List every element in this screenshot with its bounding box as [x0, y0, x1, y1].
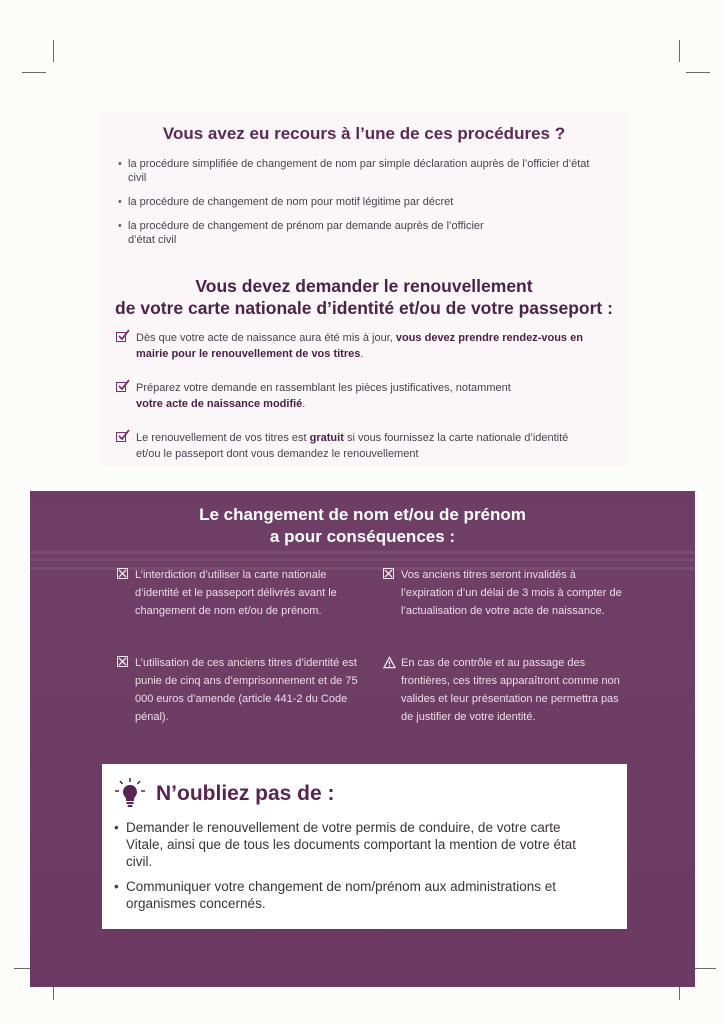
check-text: Le renouvellement de vos titres est	[136, 432, 310, 444]
consequences-title	[30, 504, 695, 548]
check-item	[116, 430, 586, 462]
checkbox-checked-icon	[116, 382, 126, 392]
crop-mark	[22, 72, 46, 73]
renewal-title	[100, 275, 628, 319]
check-item	[116, 380, 516, 412]
checkbox-checked-icon	[116, 432, 126, 442]
consequence-text: En cas de contrôle et au passage des frontières, ces titres apparaîtront comme non valides et leur présentation ne permettra pas de justifier de votre identité.	[401, 657, 620, 723]
consequence-item	[117, 566, 357, 620]
reminder-list	[114, 819, 619, 920]
check-bold-text: votre acte de naissance modifié	[136, 398, 303, 410]
consequence-item	[117, 654, 367, 726]
list-item: • la procédure de changement de prénom par demande auprès de l’officier d’état civil	[118, 219, 488, 247]
consequence-text: L’interdiction d’utiliser la carte nationale d’identité et le passeport délivrés avant le changement de nom et/ou de prénom.	[135, 569, 337, 617]
list-item: • Demander le renouvellement de votre permis de conduire, de votre carte Vitale, ainsi que de tous les documents comportant la mention de votre état civil.	[114, 819, 596, 870]
procedures-list	[118, 157, 598, 257]
list-item: • la procédure de changement de nom pour motif légitime par décret	[118, 195, 598, 209]
consequences-title-line1: Le changement de nom et/ou de prénom	[199, 505, 526, 524]
check-text: Dès que votre acte de naissance aura été mis à jour,	[136, 332, 396, 344]
check-item	[116, 330, 586, 362]
renewal-title-line1: Vous devez demander le renouvellement	[195, 276, 533, 296]
check-text: Préparez votre demande en rassemblant les pièces justificatives, notamment	[136, 382, 511, 394]
list-item: • Communiquer votre changement de nom/prénom aux administrations et organismes concernés.	[114, 878, 619, 912]
x-box-icon	[117, 656, 128, 667]
consequence-item	[383, 654, 623, 726]
consequence-text: Vos anciens titres seront invalidés à l’expiration d’un délai de 3 mois à compter de l’actualisation de votre acte de naissance.	[401, 569, 622, 617]
check-text: si vous fournissez la carte nationale d’identité et/ou le passeport dont vous demandez le renouvellement	[136, 432, 569, 460]
checkbox-checked-icon	[116, 332, 126, 342]
crop-mark	[53, 40, 54, 62]
consequences-title-line2: a pour conséquences :	[269, 527, 456, 546]
check-text: .	[302, 398, 306, 410]
renewal-title-line2: de votre carte nationale d’identité et/ou de votre passeport :	[115, 298, 613, 318]
crop-mark	[679, 40, 680, 62]
consequence-text: L’utilisation de ces anciens titres d’identité est punie de cinq ans d’emprisonnement et de 75 000 euros d’amende (article 441-2 du Code pénal).	[135, 657, 358, 723]
reminder-title: N’oubliez pas de :	[156, 782, 335, 805]
check-bold-text: gratuit	[309, 432, 344, 444]
procedures-title: Vous avez eu recours à l’une de ces procédures ?	[162, 124, 566, 143]
check-bold-text: vous devez prendre rendez-vous en mairie pour le renouvellement de vos titres	[136, 332, 583, 360]
x-box-icon	[383, 568, 394, 579]
decorative-stripe	[30, 551, 695, 554]
check-text: .	[360, 348, 364, 360]
warning-triangle-icon	[383, 656, 396, 669]
lightbulb-icon	[112, 776, 148, 812]
crop-mark	[686, 72, 710, 73]
decorative-stripe	[30, 559, 695, 561]
x-box-icon	[117, 568, 128, 579]
list-item: • la procédure simplifiée de changement de nom par simple déclaration auprès de l’officier d’état civil	[118, 157, 598, 185]
consequence-item	[383, 566, 623, 620]
